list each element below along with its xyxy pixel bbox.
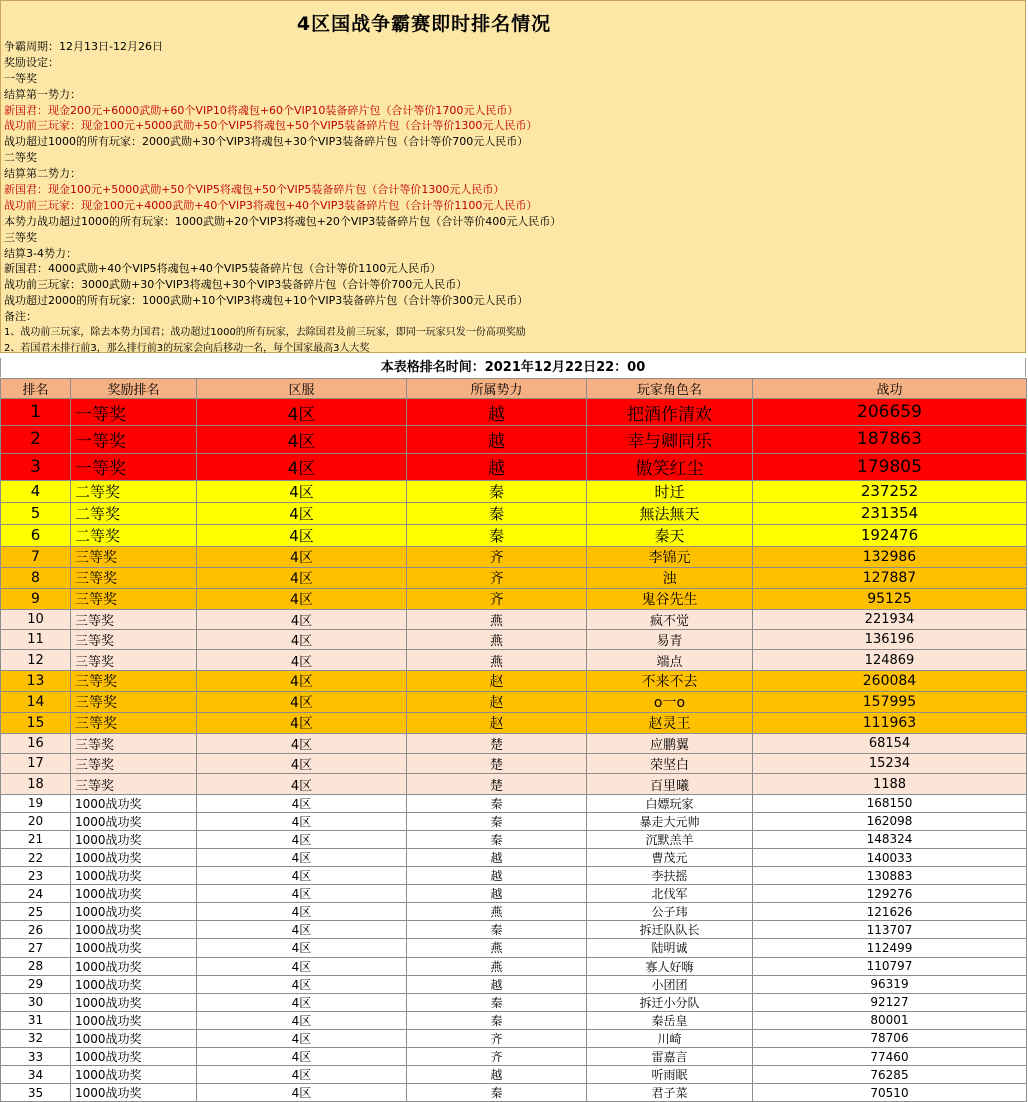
table-row [1,630,1027,650]
cell-merit[interactable]: 136196 [753,630,1027,650]
column-header-player-name[interactable]: 玩家角色名 [587,379,753,399]
rules-line: 1、战功前三玩家，除去本势力国君；战功超过1000的所有玩家，去除国君及前三玩家，即同一玩家只发一份高项奖励 [4,327,526,339]
table-row [1,993,1027,1011]
cell-server[interactable]: 4区 [197,867,407,885]
cell-award[interactable]: 1000战功奖 [71,939,197,957]
cell-faction[interactable]: 秦 [407,524,587,546]
table-row [1,609,1027,629]
cell-faction[interactable]: 秦 [407,1011,587,1029]
cell-rank[interactable]: 13 [1,670,71,691]
cell-player-name[interactable]: 無法無天 [587,502,753,524]
cell-merit[interactable]: 148324 [753,830,1027,848]
cell-merit[interactable]: 260084 [753,670,1027,691]
cell-player-name[interactable]: 浊 [587,567,753,588]
cell-player-name[interactable]: 寡人好嗨 [587,957,753,975]
cell-player-name[interactable]: 傲笑红尘 [587,453,753,480]
cell-award[interactable]: 1000战功奖 [71,848,197,866]
cell-award[interactable]: 三等奖 [71,733,197,753]
cell-server[interactable]: 4区 [197,546,407,567]
table-row [1,1084,1027,1102]
cell-merit[interactable]: 92127 [753,993,1027,1011]
table-row [1,426,1027,453]
cell-merit[interactable]: 80001 [753,1011,1027,1029]
cell-server[interactable]: 4区 [197,453,407,480]
cell-award[interactable]: 三等奖 [71,670,197,691]
cell-faction[interactable]: 齐 [407,588,587,609]
cell-award[interactable]: 三等奖 [71,567,197,588]
rules-line: 战功超过2000的所有玩家：1000武勋+10个VIP3将魂包+10个VIP3装备碎片包（合计等价300元人民币） [4,294,529,308]
table-row [1,1066,1027,1084]
cell-server[interactable]: 4区 [197,588,407,609]
cell-rank[interactable]: 12 [1,650,71,670]
cell-merit[interactable]: 168150 [753,794,1027,812]
cell-server[interactable]: 4区 [197,670,407,691]
rules-line: 一等奖 [4,71,37,85]
cell-award[interactable]: 三等奖 [71,774,197,794]
cell-merit[interactable]: 113707 [753,921,1027,939]
table-row [1,733,1027,753]
table-row [1,691,1027,712]
cell-faction[interactable]: 燕 [407,630,587,650]
table-row [1,524,1027,546]
table-row [1,712,1027,733]
cell-server[interactable]: 4区 [197,794,407,812]
table-row [1,903,1027,921]
cell-server[interactable]: 4区 [197,712,407,733]
cell-rank[interactable]: 5 [1,502,71,524]
cell-server[interactable]: 4区 [197,993,407,1011]
cell-server[interactable]: 4区 [197,1029,407,1047]
cell-server[interactable]: 4区 [197,957,407,975]
table-row [1,848,1027,866]
cell-merit[interactable]: 68154 [753,733,1027,753]
cell-faction[interactable]: 楚 [407,733,587,753]
cell-player-name[interactable]: 端点 [587,650,753,670]
cell-player-name[interactable]: 把酒作清欢 [587,399,753,426]
cell-faction[interactable]: 齐 [407,546,587,567]
cell-award[interactable]: 1000战功奖 [71,993,197,1011]
cell-merit[interactable]: 231354 [753,502,1027,524]
cell-faction[interactable]: 秦 [407,830,587,848]
cell-player-name[interactable]: 拆迁小分队 [587,993,753,1011]
cell-rank[interactable]: 11 [1,630,71,650]
cell-merit[interactable]: 121626 [753,903,1027,921]
cell-merit[interactable]: 78706 [753,1029,1027,1047]
cell-award[interactable]: 1000战功奖 [71,1084,197,1102]
cell-merit[interactable]: 77460 [753,1047,1027,1065]
cell-merit[interactable]: 157995 [753,691,1027,712]
cell-award[interactable]: 一等奖 [71,453,197,480]
table-row [1,957,1027,975]
cell-award[interactable]: 三等奖 [71,650,197,670]
cell-server[interactable]: 4区 [197,975,407,993]
cell-award[interactable]: 1000战功奖 [71,1011,197,1029]
cell-award[interactable]: 1000战功奖 [71,794,197,812]
cell-faction[interactable]: 越 [407,426,587,453]
table-row [1,399,1027,426]
rules-line: 战功前三玩家：现金100元+4000武勋+40个VIP3将魂包+40个VIP3装备碎片包（合计等价1100元人民币） [4,198,538,212]
table-row [1,921,1027,939]
cell-player-name[interactable]: o一o [587,691,753,712]
rules-line: 新国君：现金200元+6000武勋+60个VIP10将魂包+60个VIP10装备碎片包（合计等价1700元人民币） [4,103,519,117]
cell-player-name[interactable]: 鬼谷先生 [587,588,753,609]
cell-player-name[interactable]: 白嫖玩家 [587,794,753,812]
rules-line: 2、若国君未排行前3，那么排行前3的玩家会向后移动一名，每个国家最高3人大奖 [4,342,370,354]
column-header-award[interactable]: 奖励排名 [71,379,197,399]
table-row [1,1011,1027,1029]
table-row [1,567,1027,588]
cell-server[interactable]: 4区 [197,399,407,426]
cell-award[interactable]: 三等奖 [71,546,197,567]
cell-merit[interactable]: 192476 [753,524,1027,546]
cell-merit[interactable]: 221934 [753,609,1027,629]
rules-line: 结算第一势力： [4,87,81,101]
table-row [1,975,1027,993]
column-header-merit[interactable]: 战功 [753,379,1027,399]
cell-rank[interactable]: 6 [1,524,71,546]
cell-merit[interactable]: 140033 [753,848,1027,866]
cell-player-name[interactable]: 小团团 [587,975,753,993]
table-row [1,650,1027,670]
cell-merit[interactable]: 15234 [753,754,1027,774]
cell-merit[interactable]: 112499 [753,939,1027,957]
cell-server[interactable]: 4区 [197,903,407,921]
table-row [1,546,1027,567]
table-row [1,794,1027,812]
cell-faction[interactable]: 越 [407,453,587,480]
cell-rank[interactable]: 28 [1,957,71,975]
cell-server[interactable]: 4区 [197,524,407,546]
cell-player-name[interactable]: 秦天 [587,524,753,546]
cell-award[interactable]: 二等奖 [71,502,197,524]
cell-rank[interactable]: 10 [1,609,71,629]
cell-merit[interactable]: 124869 [753,650,1027,670]
cell-merit[interactable]: 111963 [753,712,1027,733]
cell-server[interactable]: 4区 [197,691,407,712]
cell-rank[interactable]: 29 [1,975,71,993]
cell-player-name[interactable]: 李扶摇 [587,867,753,885]
table-row [1,812,1027,830]
cell-merit[interactable]: 162098 [753,812,1027,830]
cell-faction[interactable]: 秦 [407,480,587,502]
cell-rank[interactable]: 15 [1,712,71,733]
cell-server[interactable]: 4区 [197,1066,407,1084]
cell-merit[interactable]: 1188 [753,774,1027,794]
cell-rank[interactable]: 2 [1,426,71,453]
cell-faction[interactable]: 秦 [407,794,587,812]
cell-faction[interactable]: 越 [407,848,587,866]
cell-award[interactable]: 一等奖 [71,399,197,426]
table-header-row [1,379,1027,399]
cell-rank[interactable]: 3 [1,453,71,480]
rules-line: 争霸周期：12月13日-12月26日 [4,40,163,53]
cell-award[interactable]: 三等奖 [71,754,197,774]
cell-rank[interactable]: 24 [1,885,71,903]
page-title: 4区国战争霸赛即时排名情况 [296,13,552,35]
ranking-timestamp: 本表格排名时间：2021年12月22日22：00 [0,358,1026,377]
cell-merit[interactable]: 206659 [753,399,1027,426]
cell-merit[interactable]: 179805 [753,453,1027,480]
cell-merit[interactable]: 110797 [753,957,1027,975]
cell-rank[interactable]: 14 [1,691,71,712]
cell-server[interactable]: 4区 [197,774,407,794]
table-row [1,754,1027,774]
table-row [1,1047,1027,1065]
cell-player-name[interactable]: 暴走大元帅 [587,812,753,830]
cell-rank[interactable]: 31 [1,1011,71,1029]
rules-line: 备注： [4,310,37,324]
cell-rank[interactable]: 9 [1,588,71,609]
cell-merit[interactable]: 96319 [753,975,1027,993]
cell-rank[interactable]: 19 [1,794,71,812]
cell-server[interactable]: 4区 [197,1084,407,1102]
table-row [1,588,1027,609]
cell-player-name[interactable]: 雷嘉言 [587,1047,753,1065]
cell-award[interactable]: 三等奖 [71,712,197,733]
cell-server[interactable]: 4区 [197,733,407,753]
cell-merit[interactable]: 237252 [753,480,1027,502]
cell-rank[interactable]: 18 [1,774,71,794]
cell-faction[interactable]: 秦 [407,1084,587,1102]
table-row [1,867,1027,885]
cell-server[interactable]: 4区 [197,848,407,866]
cell-player-name[interactable]: 秦岳皇 [587,1011,753,1029]
rules-line: 三等奖 [4,230,37,244]
cell-rank[interactable]: 32 [1,1029,71,1047]
cell-server[interactable]: 4区 [197,921,407,939]
cell-merit[interactable]: 127887 [753,567,1027,588]
cell-award[interactable]: 二等奖 [71,480,197,502]
cell-award[interactable]: 1000战功奖 [71,830,197,848]
column-header-server[interactable]: 区服 [197,379,407,399]
ranking-table-body [1,399,1027,1102]
cell-merit[interactable]: 76285 [753,1066,1027,1084]
cell-rank[interactable]: 8 [1,567,71,588]
cell-rank[interactable]: 26 [1,921,71,939]
cell-server[interactable]: 4区 [197,609,407,629]
cell-award[interactable]: 1000战功奖 [71,1047,197,1065]
cell-player-name[interactable]: 疯不觉 [587,609,753,629]
cell-rank[interactable]: 4 [1,480,71,502]
cell-server[interactable]: 4区 [197,426,407,453]
cell-award[interactable]: 1000战功奖 [71,903,197,921]
rules-line: 结算第二势力： [4,167,81,181]
table-row [1,670,1027,691]
cell-faction[interactable]: 赵 [407,712,587,733]
column-header-faction[interactable]: 所属势力 [407,379,587,399]
cell-faction[interactable]: 赵 [407,691,587,712]
rules-line: 战功前三玩家：3000武勋+30个VIP3将魂包+30个VIP3装备碎片包（合计等价700元人民币） [4,278,468,292]
cell-rank[interactable]: 30 [1,993,71,1011]
cell-award[interactable]: 二等奖 [71,524,197,546]
cell-server[interactable]: 4区 [197,939,407,957]
cell-player-name[interactable]: 百里曦 [587,774,753,794]
cell-player-name[interactable]: 赵灵王 [587,712,753,733]
cell-rank[interactable]: 35 [1,1084,71,1102]
cell-faction[interactable]: 越 [407,867,587,885]
cell-award[interactable]: 1000战功奖 [71,975,197,993]
cell-player-name[interactable]: 拆迁队队长 [587,921,753,939]
cell-rank[interactable]: 16 [1,733,71,753]
cell-player-name[interactable]: 川崎 [587,1029,753,1047]
cell-award[interactable]: 三等奖 [71,691,197,712]
table-row [1,885,1027,903]
cell-award[interactable]: 1000战功奖 [71,885,197,903]
cell-rank[interactable]: 25 [1,903,71,921]
cell-faction[interactable]: 燕 [407,650,587,670]
cell-rank[interactable]: 27 [1,939,71,957]
cell-merit[interactable]: 95125 [753,588,1027,609]
cell-player-name[interactable]: 幸与卿同乐 [587,426,753,453]
rules-line: 新国君：4000武勋+40个VIP5将魂包+40个VIP5装备碎片包（合计等价1100元人民币） [4,262,442,276]
cell-faction[interactable]: 越 [407,975,587,993]
cell-award[interactable]: 1000战功奖 [71,1029,197,1047]
cell-player-name[interactable]: 公子玮 [587,903,753,921]
cell-award[interactable]: 1000战功奖 [71,812,197,830]
cell-faction[interactable]: 秦 [407,921,587,939]
cell-server[interactable]: 4区 [197,812,407,830]
cell-rank[interactable]: 7 [1,546,71,567]
rules-line: 本势力战功超过1000的所有玩家：1000武勋+20个VIP3将魂包+20个VIP3装备碎片包（合计等价400元人民币） [4,214,562,228]
cell-merit[interactable]: 187863 [753,426,1027,453]
cell-player-name[interactable]: 荣坚白 [587,754,753,774]
cell-faction[interactable]: 秦 [407,502,587,524]
cell-rank[interactable]: 17 [1,754,71,774]
cell-faction[interactable]: 越 [407,399,587,426]
cell-server[interactable]: 4区 [197,830,407,848]
cell-award[interactable]: 三等奖 [71,588,197,609]
cell-server[interactable]: 4区 [197,1047,407,1065]
cell-player-name[interactable]: 曹茂元 [587,848,753,866]
cell-award[interactable]: 1000战功奖 [71,867,197,885]
cell-player-name[interactable]: 应鹏翼 [587,733,753,753]
cell-faction[interactable]: 秦 [407,812,587,830]
cell-player-name[interactable]: 时迁 [587,480,753,502]
cell-rank[interactable]: 21 [1,830,71,848]
cell-player-name[interactable]: 不来不去 [587,670,753,691]
rules-line: 战功前三玩家：现金100元+5000武勋+50个VIP5将魂包+50个VIP5装备碎片包（合计等价1300元人民币） [4,119,538,133]
cell-faction[interactable]: 越 [407,1066,587,1084]
cell-server[interactable]: 4区 [197,754,407,774]
cell-player-name[interactable]: 君子菜 [587,1084,753,1102]
ranking-table [0,378,1027,1102]
cell-faction[interactable]: 越 [407,885,587,903]
cell-server[interactable]: 4区 [197,630,407,650]
cell-merit[interactable]: 130883 [753,867,1027,885]
column-header-rank[interactable]: 排名 [1,379,71,399]
cell-player-name[interactable]: 陆明诚 [587,939,753,957]
cell-player-name[interactable]: 北伐军 [587,885,753,903]
cell-faction[interactable]: 燕 [407,939,587,957]
table-row [1,830,1027,848]
rules-line: 战功超过1000的所有玩家：2000武勋+30个VIP3将魂包+30个VIP3装备碎片包（合计等价700元人民币） [4,135,529,149]
cell-faction[interactable]: 燕 [407,903,587,921]
cell-merit[interactable]: 132986 [753,546,1027,567]
cell-server[interactable]: 4区 [197,567,407,588]
cell-faction[interactable]: 齐 [407,1047,587,1065]
cell-server[interactable]: 4区 [197,650,407,670]
cell-player-name[interactable]: 李锦元 [587,546,753,567]
rules-line: 新国君：现金100元+5000武勋+50个VIP5将魂包+50个VIP5装备碎片包（合计等价1300元人民币） [4,183,505,197]
cell-rank[interactable]: 34 [1,1066,71,1084]
cell-award[interactable]: 一等奖 [71,426,197,453]
cell-award[interactable]: 1000战功奖 [71,921,197,939]
cell-player-name[interactable]: 易青 [587,630,753,650]
cell-server[interactable]: 4区 [197,1011,407,1029]
rules-text [4,39,1024,357]
cell-award[interactable]: 三等奖 [71,630,197,650]
cell-faction[interactable]: 燕 [407,957,587,975]
cell-merit[interactable]: 70510 [753,1084,1027,1102]
table-row [1,502,1027,524]
cell-faction[interactable]: 齐 [407,567,587,588]
cell-faction[interactable]: 楚 [407,774,587,794]
cell-faction[interactable]: 燕 [407,609,587,629]
cell-faction[interactable]: 楚 [407,754,587,774]
cell-server[interactable]: 4区 [197,502,407,524]
rules-panel [0,0,1026,353]
rules-line: 二等奖 [4,151,37,165]
cell-server[interactable]: 4区 [197,480,407,502]
table-row [1,774,1027,794]
cell-merit[interactable]: 129276 [753,885,1027,903]
cell-faction[interactable]: 赵 [407,670,587,691]
cell-rank[interactable]: 20 [1,812,71,830]
table-row [1,453,1027,480]
cell-rank[interactable]: 22 [1,848,71,866]
table-row [1,939,1027,957]
cell-award[interactable]: 1000战功奖 [71,1066,197,1084]
cell-faction[interactable]: 齐 [407,1029,587,1047]
cell-award[interactable]: 三等奖 [71,609,197,629]
cell-server[interactable]: 4区 [197,885,407,903]
cell-award[interactable]: 1000战功奖 [71,957,197,975]
cell-rank[interactable]: 1 [1,399,71,426]
table-row [1,480,1027,502]
cell-player-name[interactable]: 沉默羔羊 [587,830,753,848]
cell-player-name[interactable]: 听雨眠 [587,1066,753,1084]
cell-faction[interactable]: 秦 [407,993,587,1011]
rules-line: 结算3-4势力： [4,246,77,260]
rules-line: 奖励设定： [4,55,59,69]
cell-rank[interactable]: 23 [1,867,71,885]
cell-rank[interactable]: 33 [1,1047,71,1065]
table-row [1,1029,1027,1047]
